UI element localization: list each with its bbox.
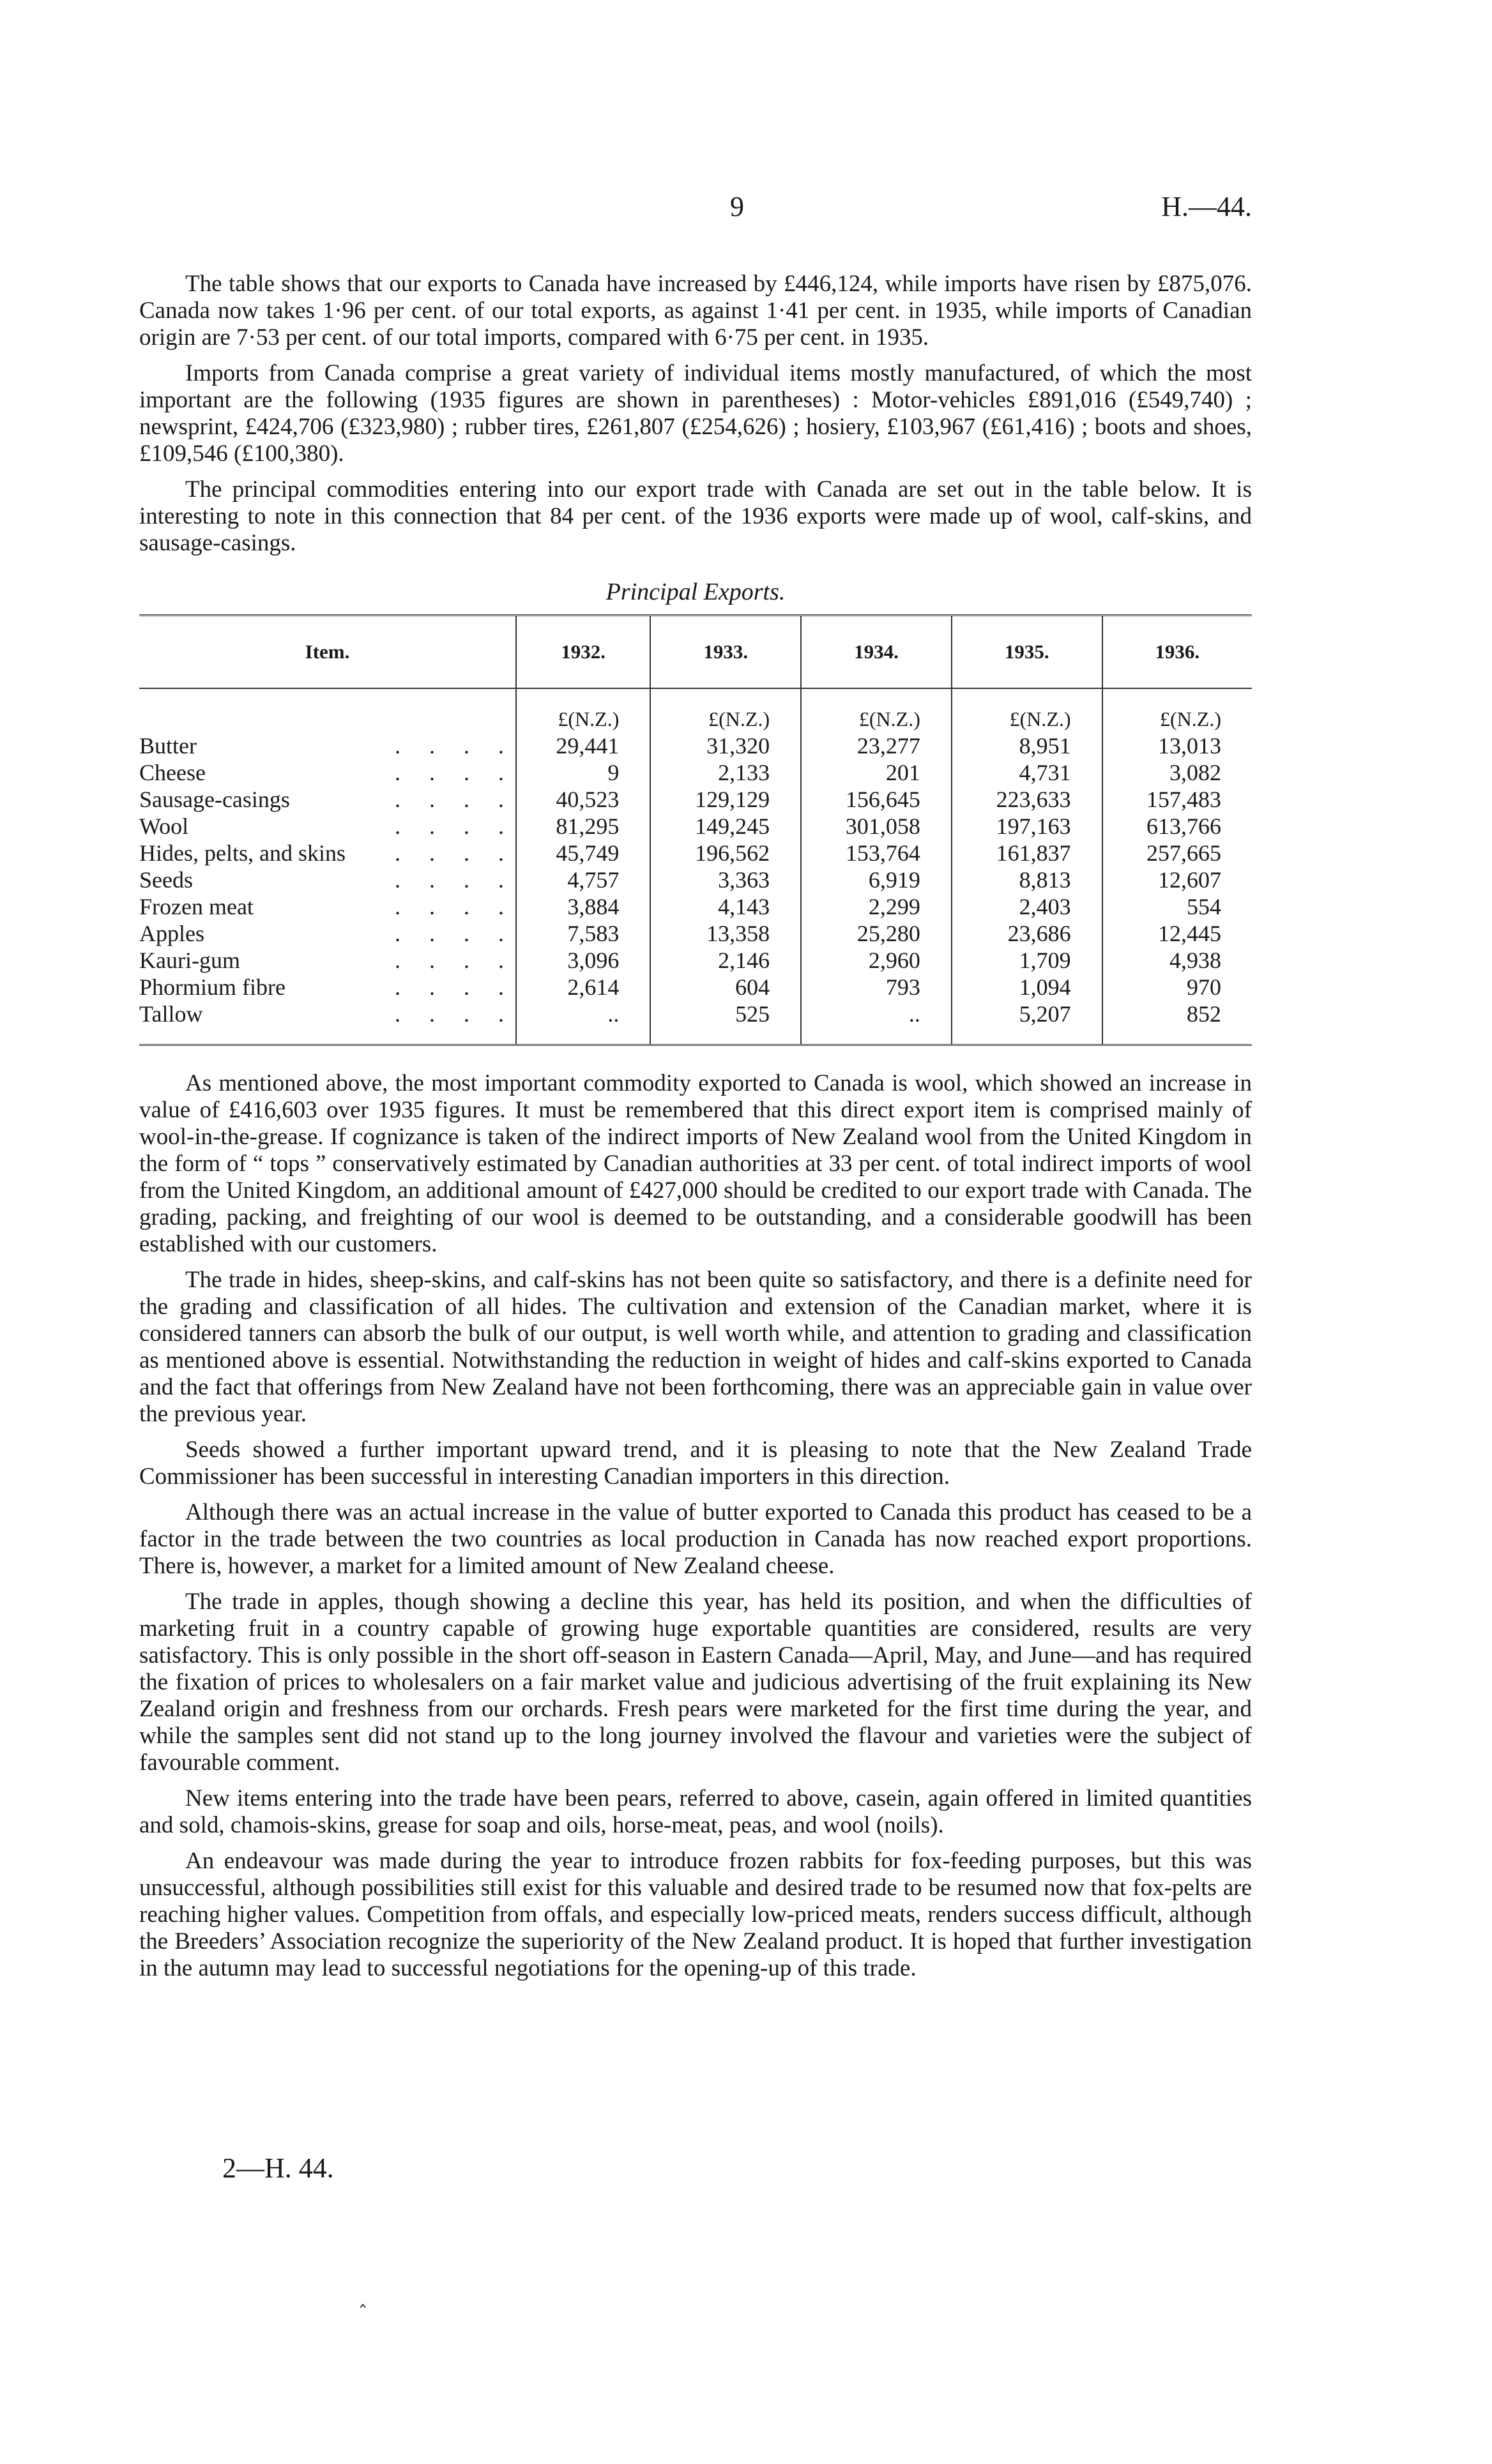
paragraph-hides: The trade in hides, sheep-skins, and calf-skins has not been quite so satisfactory, and there is a definite need for the grading and classification of all hides. The cultivation and extension of the Canadian market, where it is considered tanners can absorb the bulk of our output, is well worth while, and attention to grading and classification as mentioned above is essential. Notwithstanding the reduction in weight of hides and calf-skins exported to Canada and the fact that offerings from New Zealand have not been forthcoming, there was an appreciable gain in value over the previous year. bbox=[139, 1267, 1252, 1427]
table-row bbox=[139, 1001, 1252, 1045]
table-row bbox=[139, 866, 1252, 893]
table-row bbox=[139, 840, 1252, 866]
header-1934: 1934. bbox=[801, 616, 952, 689]
cell-1933: 2,146 bbox=[650, 947, 801, 974]
cell-1933: 604 bbox=[650, 974, 801, 1001]
paragraph-new-items: New items entering into the trade have been pears, referred to above, casein, again offered in limited quantities and sold, chamois-skins, grease for soap and oils, horse-meat, peas, and wool (noils). bbox=[139, 1785, 1252, 1838]
body-text bbox=[139, 271, 1252, 1991]
cell-1935: 1,094 bbox=[952, 974, 1102, 1001]
cell-1936: 613,766 bbox=[1102, 813, 1252, 840]
cell-1935: 8,813 bbox=[952, 866, 1102, 893]
cell-1934: 153,764 bbox=[801, 840, 952, 866]
cell-1934: 23,277 bbox=[801, 732, 952, 759]
cell-1932: 81,295 bbox=[516, 813, 650, 840]
cell-1933: 2,133 bbox=[650, 759, 801, 786]
leader-dots: . . . . bbox=[395, 1001, 515, 1027]
cell-1936: 157,483 bbox=[1102, 786, 1252, 813]
row-item: Tallow bbox=[139, 1001, 203, 1027]
cell-1934: 2,960 bbox=[801, 947, 952, 974]
paragraph-exports-summary: The table shows that our exports to Canada have increased by £446,124, while imports have risen by £875,076. Canada now takes 1·96 per cent. of our total exports, as against 1·41 per cent. in 1935, while imports of Canadian origin are 7·53 per cent. of our total imports, compared with 6·75 per cent. in 1935. bbox=[139, 271, 1252, 351]
cell-1935: 23,686 bbox=[952, 920, 1102, 947]
cell-1936: 12,445 bbox=[1102, 920, 1252, 947]
cell-1932: 4,757 bbox=[516, 866, 650, 893]
cell-1934: 156,645 bbox=[801, 786, 952, 813]
table-title: Principal Exports. bbox=[605, 578, 786, 605]
unit-1932: £(N.Z.) bbox=[516, 688, 650, 732]
leader-dots: . . . . bbox=[395, 813, 515, 839]
cell-1936: 12,607 bbox=[1102, 866, 1252, 893]
unit-1935: £(N.Z.) bbox=[952, 688, 1102, 732]
cell-1932: 7,583 bbox=[516, 920, 650, 947]
paragraph-wool: As mentioned above, the most important commodity exported to Canada is wool, which showed an increase in value of £416,603 over 1935 figures. It must be remembered that this direct export item is comprised mainly of wool-in-the-grease. If cognizance is taken of the indirect imports of New Zealand wool from the United Kingdom in the form of “ tops ” conservatively estimated by Canadian authorities at 33 per cent. of total indirect imports of wool from the United Kingdom, an additional amount of £427,000 should be credited to our export trade with Canada. The grading, packing, and freighting of our wool is deemed to be outstanding, and a considerable goodwill has been established with our customers. bbox=[139, 1070, 1252, 1257]
table-row bbox=[139, 893, 1252, 920]
document-page bbox=[139, 0, 1252, 2464]
table-header-row bbox=[139, 616, 1252, 689]
leader-dots: . . . . bbox=[395, 867, 515, 893]
cell-1935: 8,951 bbox=[952, 732, 1102, 759]
paragraph-principal-commodities: The principal commodities entering into our export trade with Canada are set out in the table below. It is interesting to note in this connection that 84 per cent. of the 1936 exports were made up of wool, calf-skins, and sausage-casings. bbox=[139, 476, 1252, 556]
cell-1932: .. bbox=[516, 1001, 650, 1045]
row-item: Phormium fibre bbox=[139, 974, 285, 1000]
printer-mark: ‸ bbox=[360, 2286, 367, 2308]
cell-1932: 40,523 bbox=[516, 786, 650, 813]
cell-1934: 301,058 bbox=[801, 813, 952, 840]
unit-1936: £(N.Z.) bbox=[1102, 688, 1252, 732]
cell-1934: 2,299 bbox=[801, 893, 952, 920]
cell-1936: 3,082 bbox=[1102, 759, 1252, 786]
row-item: Wool bbox=[139, 813, 189, 839]
cell-1935: 1,709 bbox=[952, 947, 1102, 974]
cell-1936: 13,013 bbox=[1102, 732, 1252, 759]
row-item: Kauri-gum bbox=[139, 948, 240, 973]
cell-1933: 129,129 bbox=[650, 786, 801, 813]
leader-dots: . . . . bbox=[395, 840, 515, 866]
table-row bbox=[139, 759, 1252, 786]
paragraph-apples: The trade in apples, though showing a decline this year, has held its position, and when the difficulties of marketing fruit in a country capable of growing huge exportable quantities are considered, results are very satisfactory. This is only possible in the short off-season in Eastern Canada—April, May, and June—and has required the fixation of prices to wholesalers on a fair market value and judicious advertising of the fruit explaining its New Zealand origin and freshness from our orchards. Fresh pears were marketed for the first time during the year, and while the samples sent did not stand up to the long journey involved the flavour and varieties were the subject of favourable comment. bbox=[139, 1589, 1252, 1776]
cell-1934: .. bbox=[801, 1001, 952, 1045]
table-row bbox=[139, 813, 1252, 840]
header-1932: 1932. bbox=[516, 616, 650, 689]
paragraph-rabbits: An endeavour was made during the year to introduce frozen rabbits for fox-feeding purposes, but this was unsuccessful, although possibilities still exist for this valuable and desired trade to be resumed now that fox-pelts are reaching higher values. Competition from offals, and especially low-priced meats, renders success difficult, although the Breeders’ Association recognize the superiority of the New Zealand product. It is hoped that further investigation in the autumn may lead to successful negotiations for the opening-up of this trade. bbox=[139, 1848, 1252, 1981]
cell-1936: 554 bbox=[1102, 893, 1252, 920]
cell-1936: 970 bbox=[1102, 974, 1252, 1001]
row-item: Cheese bbox=[139, 760, 206, 785]
leader-dots: . . . . bbox=[395, 921, 515, 946]
cell-1933: 13,358 bbox=[650, 920, 801, 947]
leader-dots: . . . . bbox=[395, 894, 515, 919]
cell-1935: 223,633 bbox=[952, 786, 1102, 813]
page-number: 9 bbox=[730, 191, 744, 222]
cell-1933: 31,320 bbox=[650, 732, 801, 759]
cell-1935: 161,837 bbox=[952, 840, 1102, 866]
unit-1934: £(N.Z.) bbox=[801, 688, 952, 732]
header-1936: 1936. bbox=[1102, 616, 1252, 689]
principal-exports-table bbox=[139, 614, 1252, 1046]
cell-1934: 201 bbox=[801, 759, 952, 786]
leader-dots: . . . . bbox=[395, 733, 515, 759]
cell-1933: 149,245 bbox=[650, 813, 801, 840]
row-item: Hides, pelts, and skins bbox=[139, 840, 346, 866]
paragraph-seeds: Seeds showed a further important upward trend, and it is pleasing to note that the New Zealand Trade Commissioner has been successful in interesting Canadian importers in this direction. bbox=[139, 1437, 1252, 1490]
header-item: Item. bbox=[139, 616, 516, 689]
table-row bbox=[139, 786, 1252, 813]
table-row bbox=[139, 974, 1252, 1001]
cell-1935: 5,207 bbox=[952, 1001, 1102, 1045]
leader-dots: . . . . bbox=[395, 948, 515, 973]
cell-1936: 852 bbox=[1102, 1001, 1252, 1045]
unit-row bbox=[139, 688, 1252, 732]
paragraph-imports-from-canada: Imports from Canada comprise a great variety of individual items mostly manufactured, of which the most important are the following (1935 figures are shown in parentheses) : Motor-vehicles £891,016 (£549,740) ; newsprint, £424,706 (£323,980) ; rubber tires, £261,807 (£254,626) ; hosiery, £103,967 (£61,416) ; boots and shoes, £109,546 (£100,380). bbox=[139, 360, 1252, 467]
cell-1934: 793 bbox=[801, 974, 952, 1001]
row-item: Butter bbox=[139, 733, 197, 759]
paragraph-butter: Although there was an actual increase in the value of butter exported to Canada this product has ceased to be a factor in the trade between the two countries as local production in Canada has now reached export proportions. There is, however, a market for a limited amount of New Zealand cheese. bbox=[139, 1499, 1252, 1579]
cell-1932: 45,749 bbox=[516, 840, 650, 866]
cell-1932: 9 bbox=[516, 759, 650, 786]
cell-1933: 3,363 bbox=[650, 866, 801, 893]
row-item: Apples bbox=[139, 921, 204, 946]
cell-1933: 525 bbox=[650, 1001, 801, 1045]
cell-1932: 3,884 bbox=[516, 893, 650, 920]
leader-dots: . . . . bbox=[395, 974, 515, 1000]
cell-1932: 29,441 bbox=[516, 732, 650, 759]
unit-1933: £(N.Z.) bbox=[650, 688, 801, 732]
cell-1936: 4,938 bbox=[1102, 947, 1252, 974]
table-row bbox=[139, 920, 1252, 947]
cell-1936: 257,665 bbox=[1102, 840, 1252, 866]
cell-1935: 4,731 bbox=[952, 759, 1102, 786]
cell-1933: 196,562 bbox=[650, 840, 801, 866]
row-item: Sausage-casings bbox=[139, 787, 290, 812]
leader-dots: . . . . bbox=[395, 760, 515, 785]
page-header bbox=[139, 190, 1252, 235]
cell-1935: 2,403 bbox=[952, 893, 1102, 920]
cell-1933: 4,143 bbox=[650, 893, 801, 920]
leader-dots: . . . . bbox=[395, 787, 515, 812]
cell-1935: 197,163 bbox=[952, 813, 1102, 840]
row-item: Seeds bbox=[139, 867, 193, 893]
table-row bbox=[139, 947, 1252, 974]
signature-reference: 2—H. 44. bbox=[222, 2152, 334, 2184]
table-row bbox=[139, 732, 1252, 759]
cell-1932: 2,614 bbox=[516, 974, 650, 1001]
header-1935: 1935. bbox=[952, 616, 1102, 689]
cell-1932: 3,096 bbox=[516, 947, 650, 974]
document-reference: H.—44. bbox=[1161, 191, 1252, 222]
cell-1934: 25,280 bbox=[801, 920, 952, 947]
cell-1934: 6,919 bbox=[801, 866, 952, 893]
header-1933: 1933. bbox=[650, 616, 801, 689]
row-item: Frozen meat bbox=[139, 894, 254, 919]
